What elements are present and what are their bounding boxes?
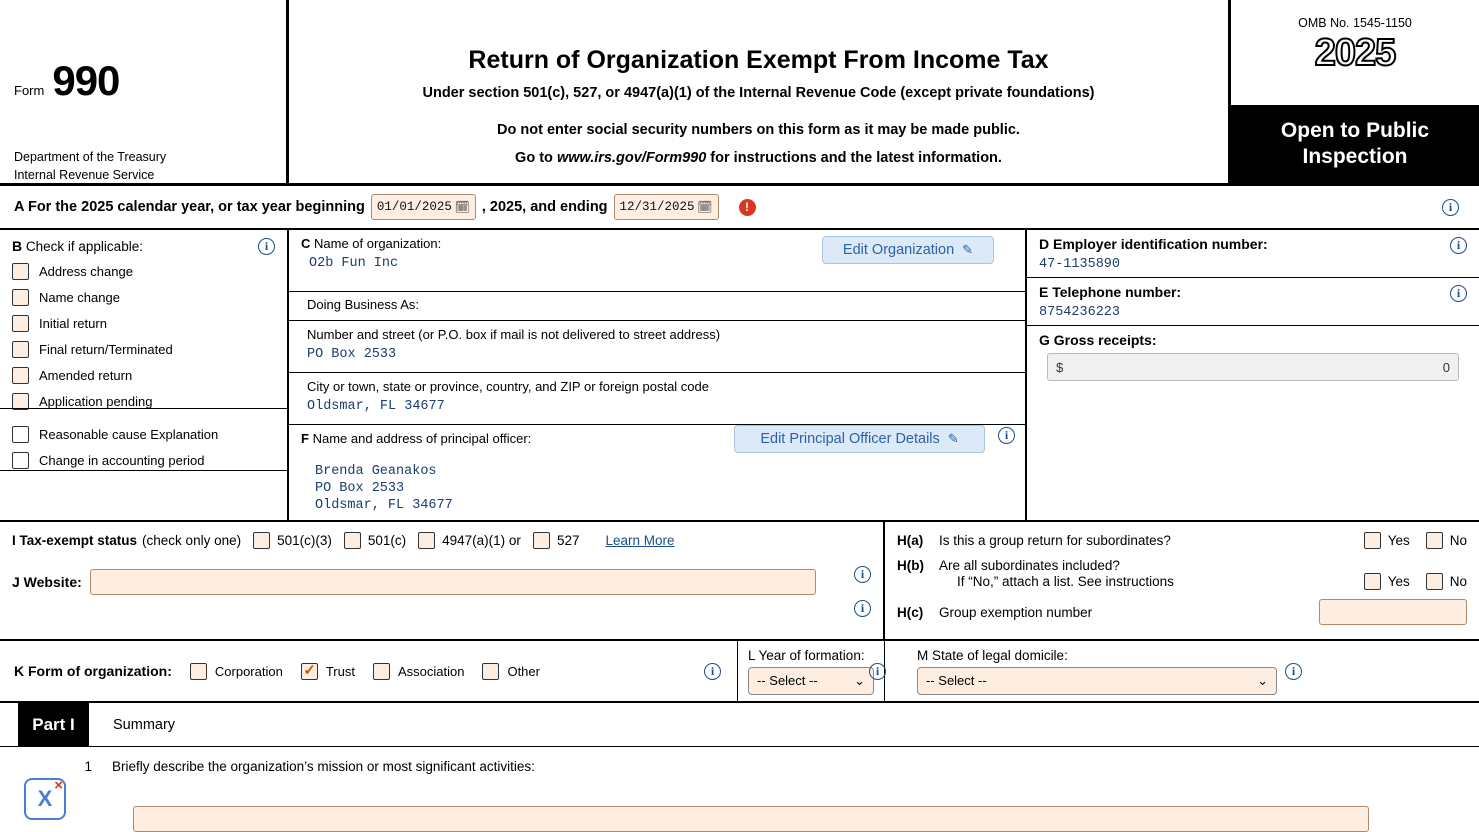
checkbox-change-in-accounting-period[interactable] (12, 452, 275, 469)
section-m-state-of-legal-domicile (875, 641, 1479, 701)
city-cell (289, 373, 1025, 425)
checkbox-label: Reasonable cause Explanation (39, 427, 219, 442)
dba-label: Doing Business As: (307, 297, 420, 312)
section-i-label: I Tax-exempt status (12, 533, 138, 548)
tax-year-begin-value: 01/01/2025 (376, 200, 452, 214)
section-c-organization (289, 230, 1027, 520)
checkbox-box[interactable] (12, 315, 29, 332)
city-label: City or town, state or province, country, and ZIP or foreign postal code (307, 379, 709, 394)
header-left (0, 0, 289, 183)
officer-name: Brenda Geanakos (315, 464, 437, 479)
street-value: PO Box 2533 (307, 347, 397, 362)
option-label: Association (397, 663, 465, 679)
info-icon[interactable]: i (1285, 663, 1302, 680)
info-icon[interactable]: i (1442, 199, 1459, 216)
checkbox-box[interactable] (373, 663, 390, 680)
org-name-value: O2b Fun Inc (309, 256, 399, 271)
gross-receipts-label: G Gross receipts: (1039, 332, 1157, 348)
checkbox-label: Final return/Terminated (39, 342, 173, 357)
section-f-label-text: Name and address of principal officer: (312, 431, 532, 446)
section-l-label: L Year of formation: (748, 647, 865, 663)
dba-cell (289, 292, 1025, 321)
checkbox-box[interactable] (12, 452, 29, 469)
h-b-note: If “No,” attach a list. See instructions (957, 574, 1174, 589)
checkbox-box[interactable] (12, 341, 29, 358)
h-b-text: Are all subordinates included? (939, 558, 1120, 573)
checkbox-initial-return[interactable] (12, 315, 275, 332)
h-b-label: H(b) (897, 558, 924, 573)
section-f-letter: F (301, 431, 309, 446)
chevron-down-icon: ⌄ (854, 672, 865, 688)
info-icon[interactable]: i (1450, 237, 1467, 254)
form-number: 990 (52, 57, 120, 104)
section-j-website (12, 569, 871, 595)
h-a-row (897, 532, 1467, 549)
section-k-form-of-organization (0, 641, 738, 701)
officer-street: PO Box 2533 (315, 481, 405, 496)
h-a-no-label: No (1449, 533, 1467, 548)
edit-organization-button[interactable] (822, 236, 994, 264)
open-to-public-banner: Open to Public Inspection (1231, 105, 1479, 183)
app-logo-icon[interactable]: X × (24, 778, 66, 820)
section-m-label: M State of legal domicile: (917, 647, 1068, 663)
header-title-block (289, 0, 1231, 183)
checkbox-h-b-no[interactable] (1426, 573, 1443, 590)
label-4947a1: 4947(a)(1) or (442, 533, 521, 548)
section-b-label: Check if applicable: (25, 239, 143, 254)
calendar-icon[interactable]: 🗓 (697, 200, 713, 215)
street-cell (289, 321, 1025, 373)
line-1-number: 1 (84, 759, 92, 774)
learn-more-link[interactable]: Learn More (605, 533, 675, 548)
gross-receipts-cell (1027, 326, 1479, 522)
officer-city: Oldsmar, FL 34677 (315, 498, 453, 513)
h-c-row (897, 599, 1467, 625)
ein-cell (1027, 230, 1479, 278)
checkbox-label: Amended return (39, 368, 133, 383)
section-i-tax-exempt-status (0, 522, 885, 639)
checkbox-527[interactable] (533, 532, 550, 549)
edit-organization-label: Edit Organization (842, 242, 955, 258)
row-a-tax-year (0, 186, 1479, 230)
info-icon[interactable]: i (869, 663, 886, 680)
option-label: Trust (325, 663, 355, 679)
pencil-icon: ✎ (947, 431, 959, 446)
checkbox-reasonable-cause-explanation[interactable] (12, 426, 275, 443)
section-b-letter: B (12, 238, 23, 254)
pencil-icon: ✎ (962, 242, 974, 257)
form-subtitle-ssn: Do not enter social security numbers on this form as it may be made public. (497, 122, 1020, 138)
website-input[interactable] (90, 569, 816, 595)
currency-symbol: $ (1056, 359, 1064, 375)
group-exemption-number-input[interactable] (1319, 599, 1467, 625)
checkbox-name-change[interactable] (12, 289, 275, 306)
checkbox-501c3[interactable] (253, 532, 270, 549)
info-icon[interactable]: i (704, 663, 721, 680)
h-c-text: Group exemption number (939, 604, 1093, 620)
checkbox-501c[interactable] (344, 532, 361, 549)
option-trust[interactable] (301, 663, 355, 680)
state-of-domicile-select[interactable] (917, 667, 1277, 695)
label-501c: 501(c) (367, 533, 407, 548)
omb-number: OMB No. 1545-1150 (1298, 16, 1412, 30)
section-i-hint: (check only one) (142, 533, 242, 548)
row-a-label: A For the 2025 calendar year, or tax year beginning (14, 199, 365, 215)
info-icon[interactable]: i (998, 427, 1015, 444)
irs-url-link[interactable]: www.irs.gov/Form990 (556, 150, 707, 166)
street-label: Number and street (or P.O. box if mail is not delivered to street address) (307, 327, 721, 342)
h-c-label: H(c) (897, 604, 924, 620)
option-label: Other (507, 663, 540, 679)
option-association[interactable] (373, 663, 464, 680)
row-i-j-h (0, 522, 1479, 641)
checkbox-4947a1[interactable] (418, 532, 435, 549)
section-c-label-text: Name of organization: (314, 236, 442, 251)
ein-label: D Employer identification number: (1039, 236, 1268, 252)
gross-receipts-value: 0 (1442, 359, 1450, 375)
option-label: Corporation (214, 663, 283, 679)
checkbox-label: Initial return (39, 316, 107, 331)
checkbox-box[interactable] (12, 263, 29, 280)
edit-principal-officer-button[interactable] (734, 425, 985, 453)
section-f-principal-officer (289, 425, 1025, 522)
h-b-answers (1348, 573, 1467, 590)
ein-value: 47-1135890 (1039, 257, 1121, 272)
checkbox-box[interactable] (301, 663, 318, 680)
dept-line-2: Internal Revenue Service (14, 168, 155, 183)
section-l-year-of-formation (738, 641, 885, 701)
telephone-value: 8754236223 (1039, 305, 1121, 320)
section-b-check-if-applicable (0, 230, 289, 520)
checkbox-address-change[interactable] (12, 263, 275, 280)
form-subtitle-section: Under section 501(c), 527, or 4947(a)(1) of the Internal Revenue Code (except private foundations) (422, 85, 1095, 101)
checkbox-box[interactable] (12, 289, 29, 306)
header-right-block (1231, 0, 1479, 183)
goto-prefix: Go to (515, 150, 557, 166)
mid-block (0, 230, 1479, 522)
info-icon[interactable]: i (854, 566, 871, 583)
state-of-domicile-value: -- Select -- (926, 673, 987, 688)
checkbox-h-a-yes[interactable] (1364, 532, 1381, 549)
telephone-cell (1027, 278, 1479, 326)
org-name-cell (289, 230, 1025, 292)
form-goto-line (289, 150, 1228, 166)
part-one-title: Summary (113, 716, 176, 733)
info-icon[interactable]: i (258, 238, 275, 255)
checkbox-box[interactable] (12, 367, 29, 384)
info-icon[interactable]: i (854, 600, 871, 617)
checkbox-h-a-no[interactable] (1426, 532, 1443, 549)
city-value: Oldsmar, FL 34677 (307, 399, 445, 414)
part-one-header (0, 703, 1479, 747)
tax-year: 2025 (1314, 32, 1396, 74)
checkbox-box[interactable] (12, 426, 29, 443)
form-identifier (14, 57, 120, 104)
h-b-note-row (897, 573, 1467, 590)
row-a-middle-label: , 2025, and ending (481, 199, 608, 215)
goto-suffix: for instructions and the latest information. (706, 150, 1002, 166)
tax-year-end-value: 12/31/2025 (619, 200, 695, 214)
h-a-answers (1348, 532, 1467, 549)
form-word: Form (14, 83, 45, 98)
section-d-e-g (1027, 230, 1479, 520)
checkbox-label: Address change (39, 264, 133, 279)
checkbox-box[interactable] (190, 663, 207, 680)
h-b-yes-label: Yes (1387, 574, 1410, 589)
checkbox-amended-return[interactable] (12, 367, 275, 384)
part-one-tag: Part I (18, 703, 89, 746)
checkbox-final-return-terminated[interactable] (12, 341, 275, 358)
h-b-row (897, 558, 1467, 573)
option-corporation[interactable] (190, 663, 283, 680)
checkbox-h-b-yes[interactable] (1364, 573, 1381, 590)
section-b-title (12, 238, 275, 254)
divider (0, 408, 287, 409)
telephone-label: E Telephone number: (1039, 284, 1182, 300)
option-other[interactable] (482, 663, 540, 680)
section-c-letter: C (301, 236, 311, 251)
tax-year-begin-input[interactable] (371, 194, 476, 220)
divider (0, 470, 287, 471)
year-of-formation-value: -- Select -- (757, 673, 818, 688)
tax-year-end-input[interactable] (614, 194, 719, 220)
form-header (0, 0, 1479, 186)
section-j-label: J Website: (12, 574, 82, 590)
checkbox-label: Change in accounting period (39, 453, 205, 468)
gross-receipts-input[interactable] (1047, 353, 1459, 381)
checkbox-label: Application pending (39, 394, 153, 409)
calendar-icon[interactable]: 🗓 (454, 200, 470, 215)
department-block (14, 148, 166, 184)
error-icon[interactable]: ! (739, 199, 756, 216)
section-k-label: K Form of organization: (14, 663, 172, 679)
dept-line-1: Department of the Treasury (14, 150, 167, 164)
year-of-formation-select[interactable] (748, 667, 874, 695)
part-one-line-1 (0, 747, 1479, 774)
line-1-text: Briefly describe the organization’s mission or most significant activities: (112, 759, 535, 774)
row-k-l-m (0, 641, 1479, 703)
h-a-text: Is this a group return for subordinates? (939, 533, 1171, 548)
form-title: Return of Organization Exempt From Income Tax (468, 46, 1049, 74)
h-a-label: H(a) (897, 533, 924, 548)
h-b-no-label: No (1449, 574, 1467, 589)
info-icon[interactable]: i (1450, 285, 1467, 302)
chevron-down-icon: ⌄ (1257, 672, 1268, 688)
checkbox-box[interactable] (482, 663, 499, 680)
label-527: 527 (556, 533, 580, 548)
checkbox-label: Name change (39, 290, 120, 305)
label-501c3: 501(c)(3) (277, 533, 332, 548)
edit-principal-officer-label: Edit Principal Officer Details (760, 431, 940, 447)
tax-exempt-row (12, 532, 871, 549)
mission-description-input[interactable] (133, 806, 1369, 832)
h-a-yes-label: Yes (1387, 533, 1410, 548)
section-h-group-return (885, 522, 1479, 639)
